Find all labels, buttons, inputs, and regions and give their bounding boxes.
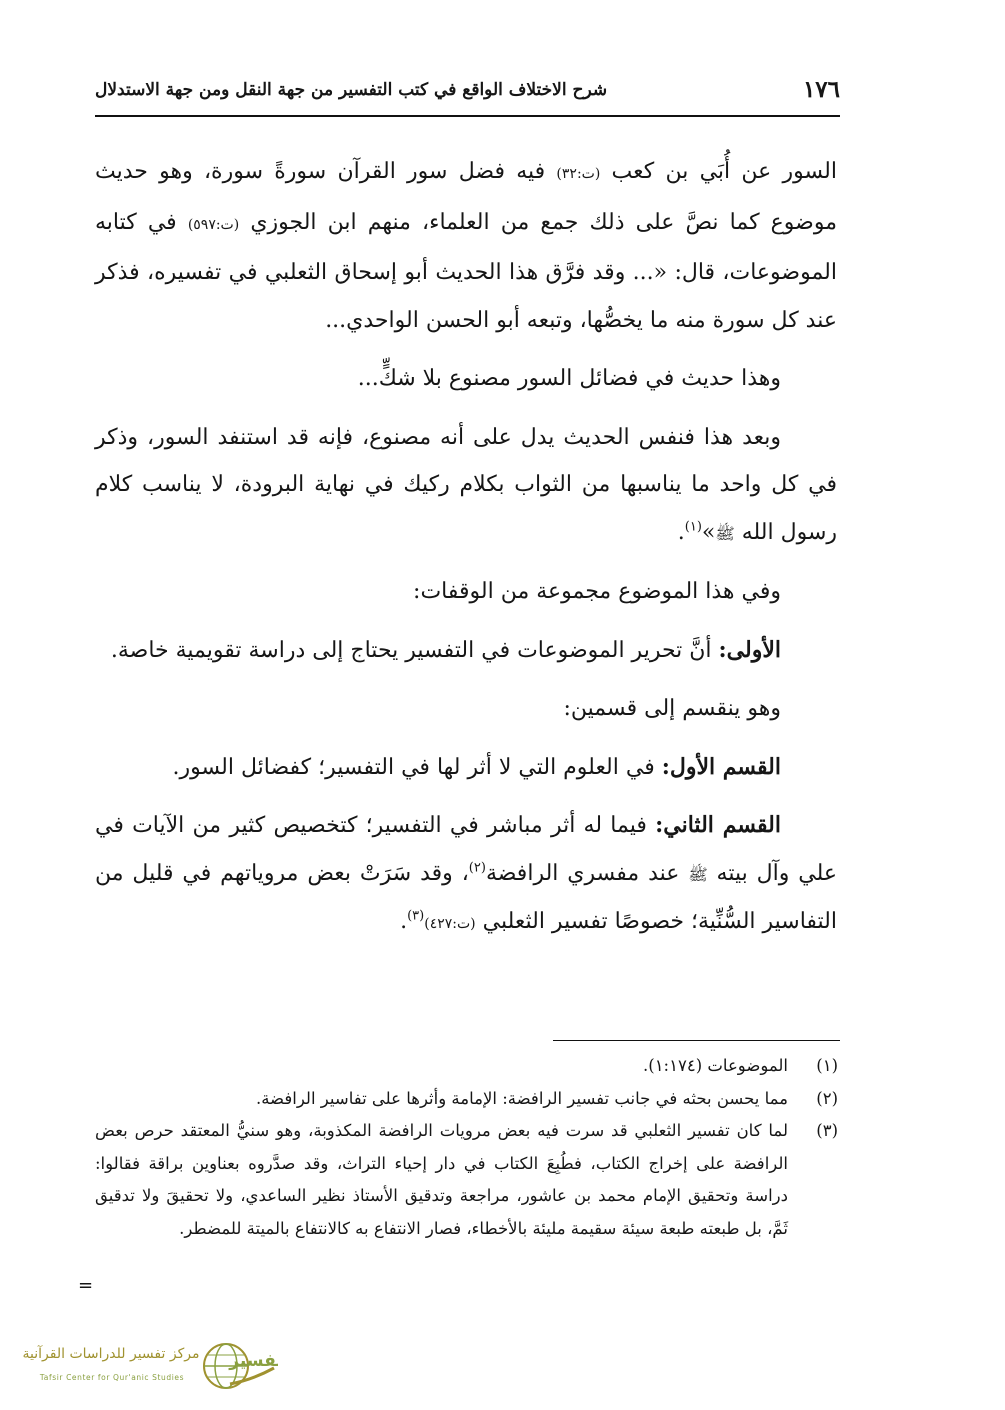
running-title: شرح الاختلاف الواقع في كتب التفسير من جهة النقل ومن جهة الاستدلال [95,80,608,100]
paragraph-1: السور عن أُبَي بن كعب (ت:٣٢) فيه فضل سور القرآن سورةً سورة، وهو حديث موضوع كما نصَّ على ذلك جمع من العلماء، منهم ابن الجوزي (ت:٥٩٧) في كتابه الموضوعات، قال: «... وقد فرَّق هذا الحديث أبو إسحاق الثعلبي في تفسيره، فذكر عند كل سورة منه ما يخصُّها، وتبعه أبو الحسن الواحدي... [95,159,837,333]
page-header [95,72,840,112]
footnote-text: مما يحسن بحثه في جانب تفسير الرافضة: الإمامة وأثرها على تفاسير الرافضة. [255,1088,788,1108]
page-number: ١٧٦ [802,76,840,103]
honorific-symbol: ﷺ [715,523,735,543]
footnote-1 [95,1050,840,1083]
footnotes [95,1050,840,1245]
publisher-logo [20,1340,280,1395]
footnote-ref-2: (٢) [468,860,486,876]
first-point-label: الأولى: [718,636,781,663]
honorific-symbol: ﷺ [688,864,708,884]
footnote-ref-1: (١) [684,519,702,535]
svg-text:تفسير: تفسير [229,1351,278,1371]
footnote-text: الموضوعات (١:١٧٤). [643,1056,788,1075]
continuation-mark: = [78,1275,94,1296]
footnote-number: (١) [816,1056,838,1075]
paragraph-3: وبعد هذا فنفس الحديث يدل على أنه مصنوع، فإنه قد استنفد السور، وذكر في كل واحد ما يناسبها من الثواب بكلام ركيك في نهاية البرودة، لا يناسب كلام رسول الله ﷺ»$^{(١)}$. [95,424,837,545]
paragraph-8: القسم الثاني: فيما له أثر مباشر في التفسير؛ كتخصيص كثير من الآيات في علي وآل بيته ﷺ عند مفسري الرافضة$^{(٢)}$، وقد سَرَتْ بعض مروياتهم في قليل من التفاسير السُّنِّية؛ خصوصًا تفسير الثعلبي (ت:٤٢٧)$^{(٣)}$. [95,812,838,934]
footnote-3 [95,1115,840,1245]
paragraph-4: وفي هذا الموضوع مجموعة من الوقفات: [413,579,781,604]
paragraph-6: وهو ينقسم إلى قسمين: [563,696,781,721]
footnote-ref-3: (٣) [407,908,425,924]
logo-name-english: Tafsir Center for Qur'anic Studies [39,1373,185,1382]
section-two-label: القسم الثاني: [655,812,782,838]
section-one-label: القسم الأول: [661,753,781,780]
footnote-text: لما كان تفسير الثعلبي قد سرت فيه بعض مرويات الرافضة المكذوبة، وهو سنيُّ المعتقد حرص بعض الرافضة على إخراج الكتاب، فطُبِعَ الكتاب في دار إحياء التراث، وقد صدَّروه بعناوين براقة فقالوا: دراسة وتحقيق الإمام محمد بن عاشور، مراجعة وتدقيق الأستاذ نظير الساعدي، ولا تحقيقَ ولا تدقيق ثَمَّ، بل طبعته طبعة سيئة سقيمة مليئة بالأخطاء، فصار الانتفاع به كالانتفاع بالميتة للمضطر. [95,1121,788,1238]
header-rule [95,115,840,117]
paragraph-2: وهذا حديث في فضائل السور مصنوع بلا شكٍّ... [357,366,781,391]
footnote-separator [553,1040,840,1041]
globe-emblem-icon [200,1340,278,1392]
footnote-number: (٣) [816,1121,838,1140]
logo-name-arabic: مركز تفسير للدراسات القرآنية [22,1346,200,1362]
main-text [95,148,837,960]
paragraph-5: الأولى: أنَّ تحرير الموضوعات في التفسير يحتاج إلى دراسة تقويمية خاصة. [110,636,781,663]
footnote-number: (٢) [816,1088,838,1108]
paragraph-7: القسم الأول: في العلوم التي لا أثر لها في التفسير؛ كفضائل السور. [172,753,781,780]
footnote-2 [95,1083,840,1116]
